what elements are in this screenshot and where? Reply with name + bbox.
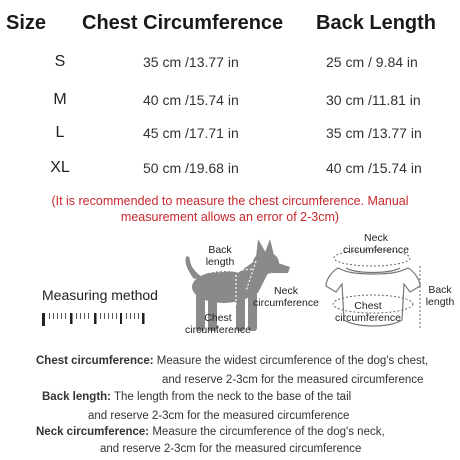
row-back-l: 35 cm /13.77 in	[326, 125, 422, 141]
chest-description-line1: Chest circumference: Measure the widest circumference of the dog's chest,	[36, 355, 429, 367]
row-size-l: L	[55, 124, 65, 141]
row-size-s: S	[54, 53, 66, 70]
header-chest: Chest Circumference	[82, 12, 284, 34]
row-back-m: 30 cm /11.81 in	[326, 92, 421, 108]
row-chest-xl: 50 cm /19.68 in	[143, 160, 239, 176]
row-back-s: 25 cm / 9.84 in	[326, 54, 418, 70]
row-chest-m: 40 cm /15.74 in	[143, 92, 239, 108]
row-size-m: M	[53, 91, 67, 108]
dog-chest-label: Chest circumference	[185, 312, 251, 336]
back-description-line2: and reserve 2-3cm for the measured circumference	[88, 410, 350, 422]
row-chest-l: 45 cm /17.71 in	[143, 125, 239, 141]
shirt-back-label: Back length	[425, 284, 455, 308]
neck-description-line1: Neck circumference: Measure the circumference of the dog's neck,	[36, 426, 385, 438]
tape-measure-icon	[42, 310, 168, 328]
row-chest-s: 35 cm /13.77 in	[143, 54, 239, 70]
chest-description-line2: and reserve 2-3cm for the measured circumference	[162, 374, 424, 386]
measurement-note-line2: measurement allows an error of 2-3cm)	[120, 210, 340, 224]
back-description-line1: Back length: The length from the neck to the base of the tail	[42, 391, 352, 403]
row-size-xl: XL	[50, 159, 70, 176]
row-back-xl: 40 cm /15.74 in	[326, 160, 422, 176]
dog-back-label: Back length	[205, 244, 235, 268]
shirt-chest-label: Chest circumference	[335, 300, 401, 324]
measuring-method-label: Measuring method	[42, 287, 158, 303]
dog-neck-label: Neck circumference	[253, 285, 319, 309]
measurement-note-line1: (It is recommended to measure the chest circumference. Manual	[51, 194, 409, 208]
neck-description-line2: and reserve 2-3cm for the measured circumference	[100, 443, 362, 455]
header-back: Back Length	[316, 12, 437, 34]
header-size: Size	[6, 12, 47, 34]
shirt-neck-label: Neck circumference	[343, 232, 409, 256]
